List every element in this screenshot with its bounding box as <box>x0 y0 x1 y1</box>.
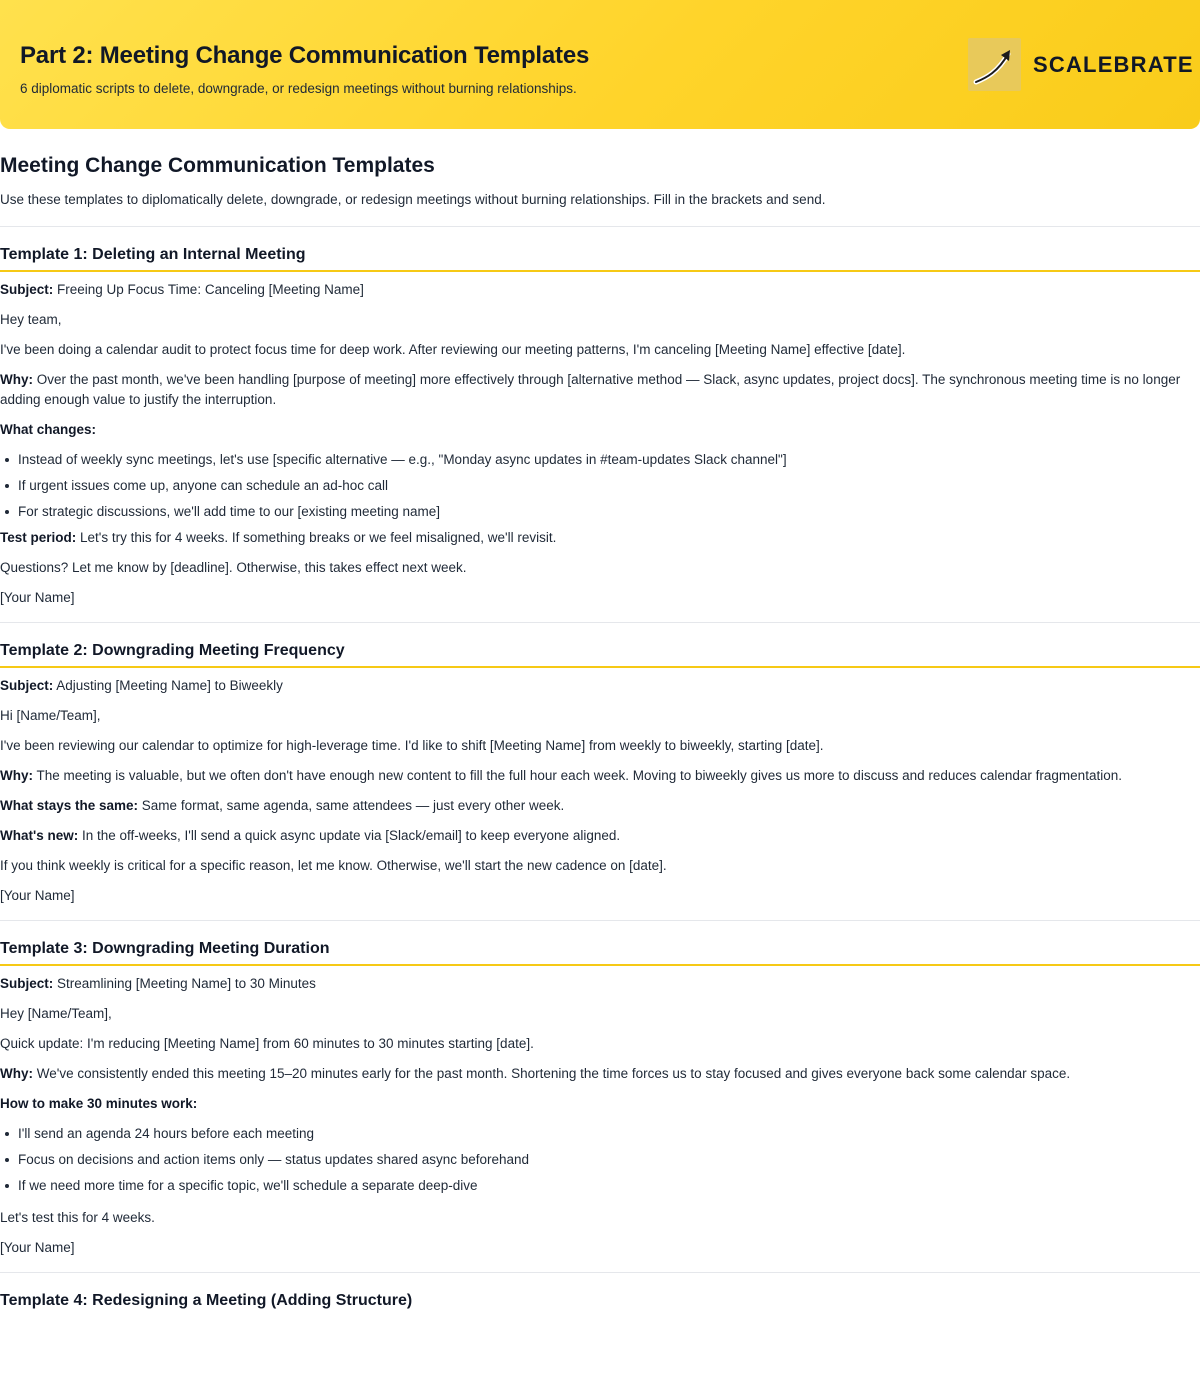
greeting: Hi [Name/Team], <box>0 708 101 723</box>
why-label: Why: <box>0 1066 33 1081</box>
why-text: We've consistently ended this meeting 15–20 minutes early for the past month. Shortening the time forces us to stay focused and gives everyone back some calendar space. <box>33 1066 1071 1081</box>
changes-label: What changes: <box>0 422 97 437</box>
how-label: How to make 30 minutes work: <box>0 1096 198 1111</box>
opening-paragraph: I've been reviewing our calendar to optimize for high-leverage time. I'd like to shift [Meeting Name] from weekly to biweekly, starting [date]. <box>0 738 824 753</box>
why-label: Why: <box>0 372 33 387</box>
template-title: Template 1: Deleting an Internal Meeting <box>0 227 1200 272</box>
subject-label: Subject: <box>0 678 54 693</box>
test-paragraph: Let's test this for 4 weeks. <box>0 1210 155 1225</box>
greeting: Hey team, <box>0 312 62 327</box>
list-item: If we need more time for a specific topic, we'll schedule a separate deep-dive <box>0 1176 1200 1196</box>
template-2 <box>0 623 1200 906</box>
template-1 <box>0 227 1200 608</box>
test-period-paragraph <box>0 528 1200 548</box>
test-period-text: Let's try this for 4 weeks. If something breaks or we feel misaligned, we'll revisit. <box>76 530 557 545</box>
why-label: Why: <box>0 768 33 783</box>
template-body <box>0 974 1200 1258</box>
rising-arrow-icon <box>968 38 1021 91</box>
subject-line <box>0 676 1200 696</box>
stays-same-text: Same format, same agenda, same attendees — just every other week. <box>138 798 565 813</box>
page-subtitle: 6 diplomatic scripts to delete, downgrade, or redesign meetings without burning relationships. <box>20 81 577 96</box>
document-body <box>0 150 1200 1316</box>
greeting: Hey [Name/Team], <box>0 1006 112 1021</box>
stays-same-label: What stays the same: <box>0 798 139 813</box>
signoff: [Your Name] <box>0 1240 75 1255</box>
template-body <box>0 280 1200 608</box>
changes-heading <box>0 420 1200 440</box>
list-item: Focus on decisions and action items only — status updates shared async beforehand <box>0 1150 1200 1170</box>
questions-paragraph: Questions? Let me know by [deadline]. Otherwise, this takes effect next week. <box>0 560 467 575</box>
signoff: [Your Name] <box>0 590 75 605</box>
subject-text: Freeing Up Focus Time: Canceling [Meeting Name] <box>53 282 364 297</box>
opening-paragraph: I've been doing a calendar audit to protect focus time for deep work. After reviewing our meeting patterns, I'm canceling [Meeting Name] effective [date]. <box>0 342 906 357</box>
template-body <box>0 676 1200 906</box>
whats-new-label: What's new: <box>0 828 79 843</box>
header-banner <box>0 0 1200 129</box>
opening-paragraph: Quick update: I'm reducing [Meeting Name] from 60 minutes to 30 minutes starting [date]. <box>0 1036 534 1051</box>
page-title: Part 2: Meeting Change Communication Templates <box>20 42 590 69</box>
test-period-label: Test period: <box>0 530 77 545</box>
list-item: I'll send an agenda 24 hours before each meeting <box>0 1124 1200 1144</box>
how-heading <box>0 1094 1200 1114</box>
template-title: Template 2: Downgrading Meeting Frequency <box>0 623 1200 668</box>
document-intro: Use these templates to diplomatically delete, downgrade, or redesign meetings without burning relationships. Fill in the brackets and send. <box>0 192 826 207</box>
list-item: Instead of weekly sync meetings, let's use [specific alternative — e.g., "Monday async updates in #team-updates Slack channel"] <box>0 450 1200 470</box>
document-title: Meeting Change Communication Templates <box>0 154 435 177</box>
subject-line <box>0 280 1200 300</box>
changes-list <box>0 450 1200 522</box>
closing-paragraph: If you think weekly is critical for a specific reason, let me know. Otherwise, we'll start the new cadence on [date]. <box>0 858 667 873</box>
template-3 <box>0 921 1200 1258</box>
subject-text: Adjusting [Meeting Name] to Biweekly <box>53 678 283 693</box>
subject-label: Subject: <box>0 976 54 991</box>
list-item: For strategic discussions, we'll add time to our [existing meeting name] <box>0 502 1200 522</box>
why-paragraph <box>0 766 1200 786</box>
template-title: Template 4: Redesigning a Meeting (Adding Structure) <box>0 1292 413 1309</box>
stays-same-paragraph <box>0 796 1200 816</box>
why-text: Over the past month, we've been handling [purpose of meeting] more effectively through [alternative method — Slack, async updates, project docs]. The synchronous meeting time is no longer adding enough value to justify the interruption. <box>0 372 1181 407</box>
brand-name: SCALEBRATE <box>1033 52 1194 77</box>
list-item: If urgent issues come up, anyone can schedule an ad-hoc call <box>0 476 1200 496</box>
why-text: The meeting is valuable, but we often don't have enough new content to fill the full hour each week. Moving to biweekly gives us more to discuss and reduces calendar fragmentation. <box>33 768 1122 783</box>
template-4 <box>0 1273 1200 1316</box>
template-title: Template 3: Downgrading Meeting Duration <box>0 921 1200 966</box>
subject-line <box>0 974 1200 994</box>
whats-new-paragraph <box>0 826 1200 846</box>
why-paragraph <box>0 1064 1200 1084</box>
whats-new-text: In the off-weeks, I'll send a quick async update via [Slack/email] to keep everyone aligned. <box>78 828 621 843</box>
subject-text: Streamlining [Meeting Name] to 30 Minutes <box>53 976 316 991</box>
signoff: [Your Name] <box>0 888 75 903</box>
subject-label: Subject: <box>0 282 54 297</box>
why-paragraph <box>0 370 1200 410</box>
how-list <box>0 1124 1200 1196</box>
